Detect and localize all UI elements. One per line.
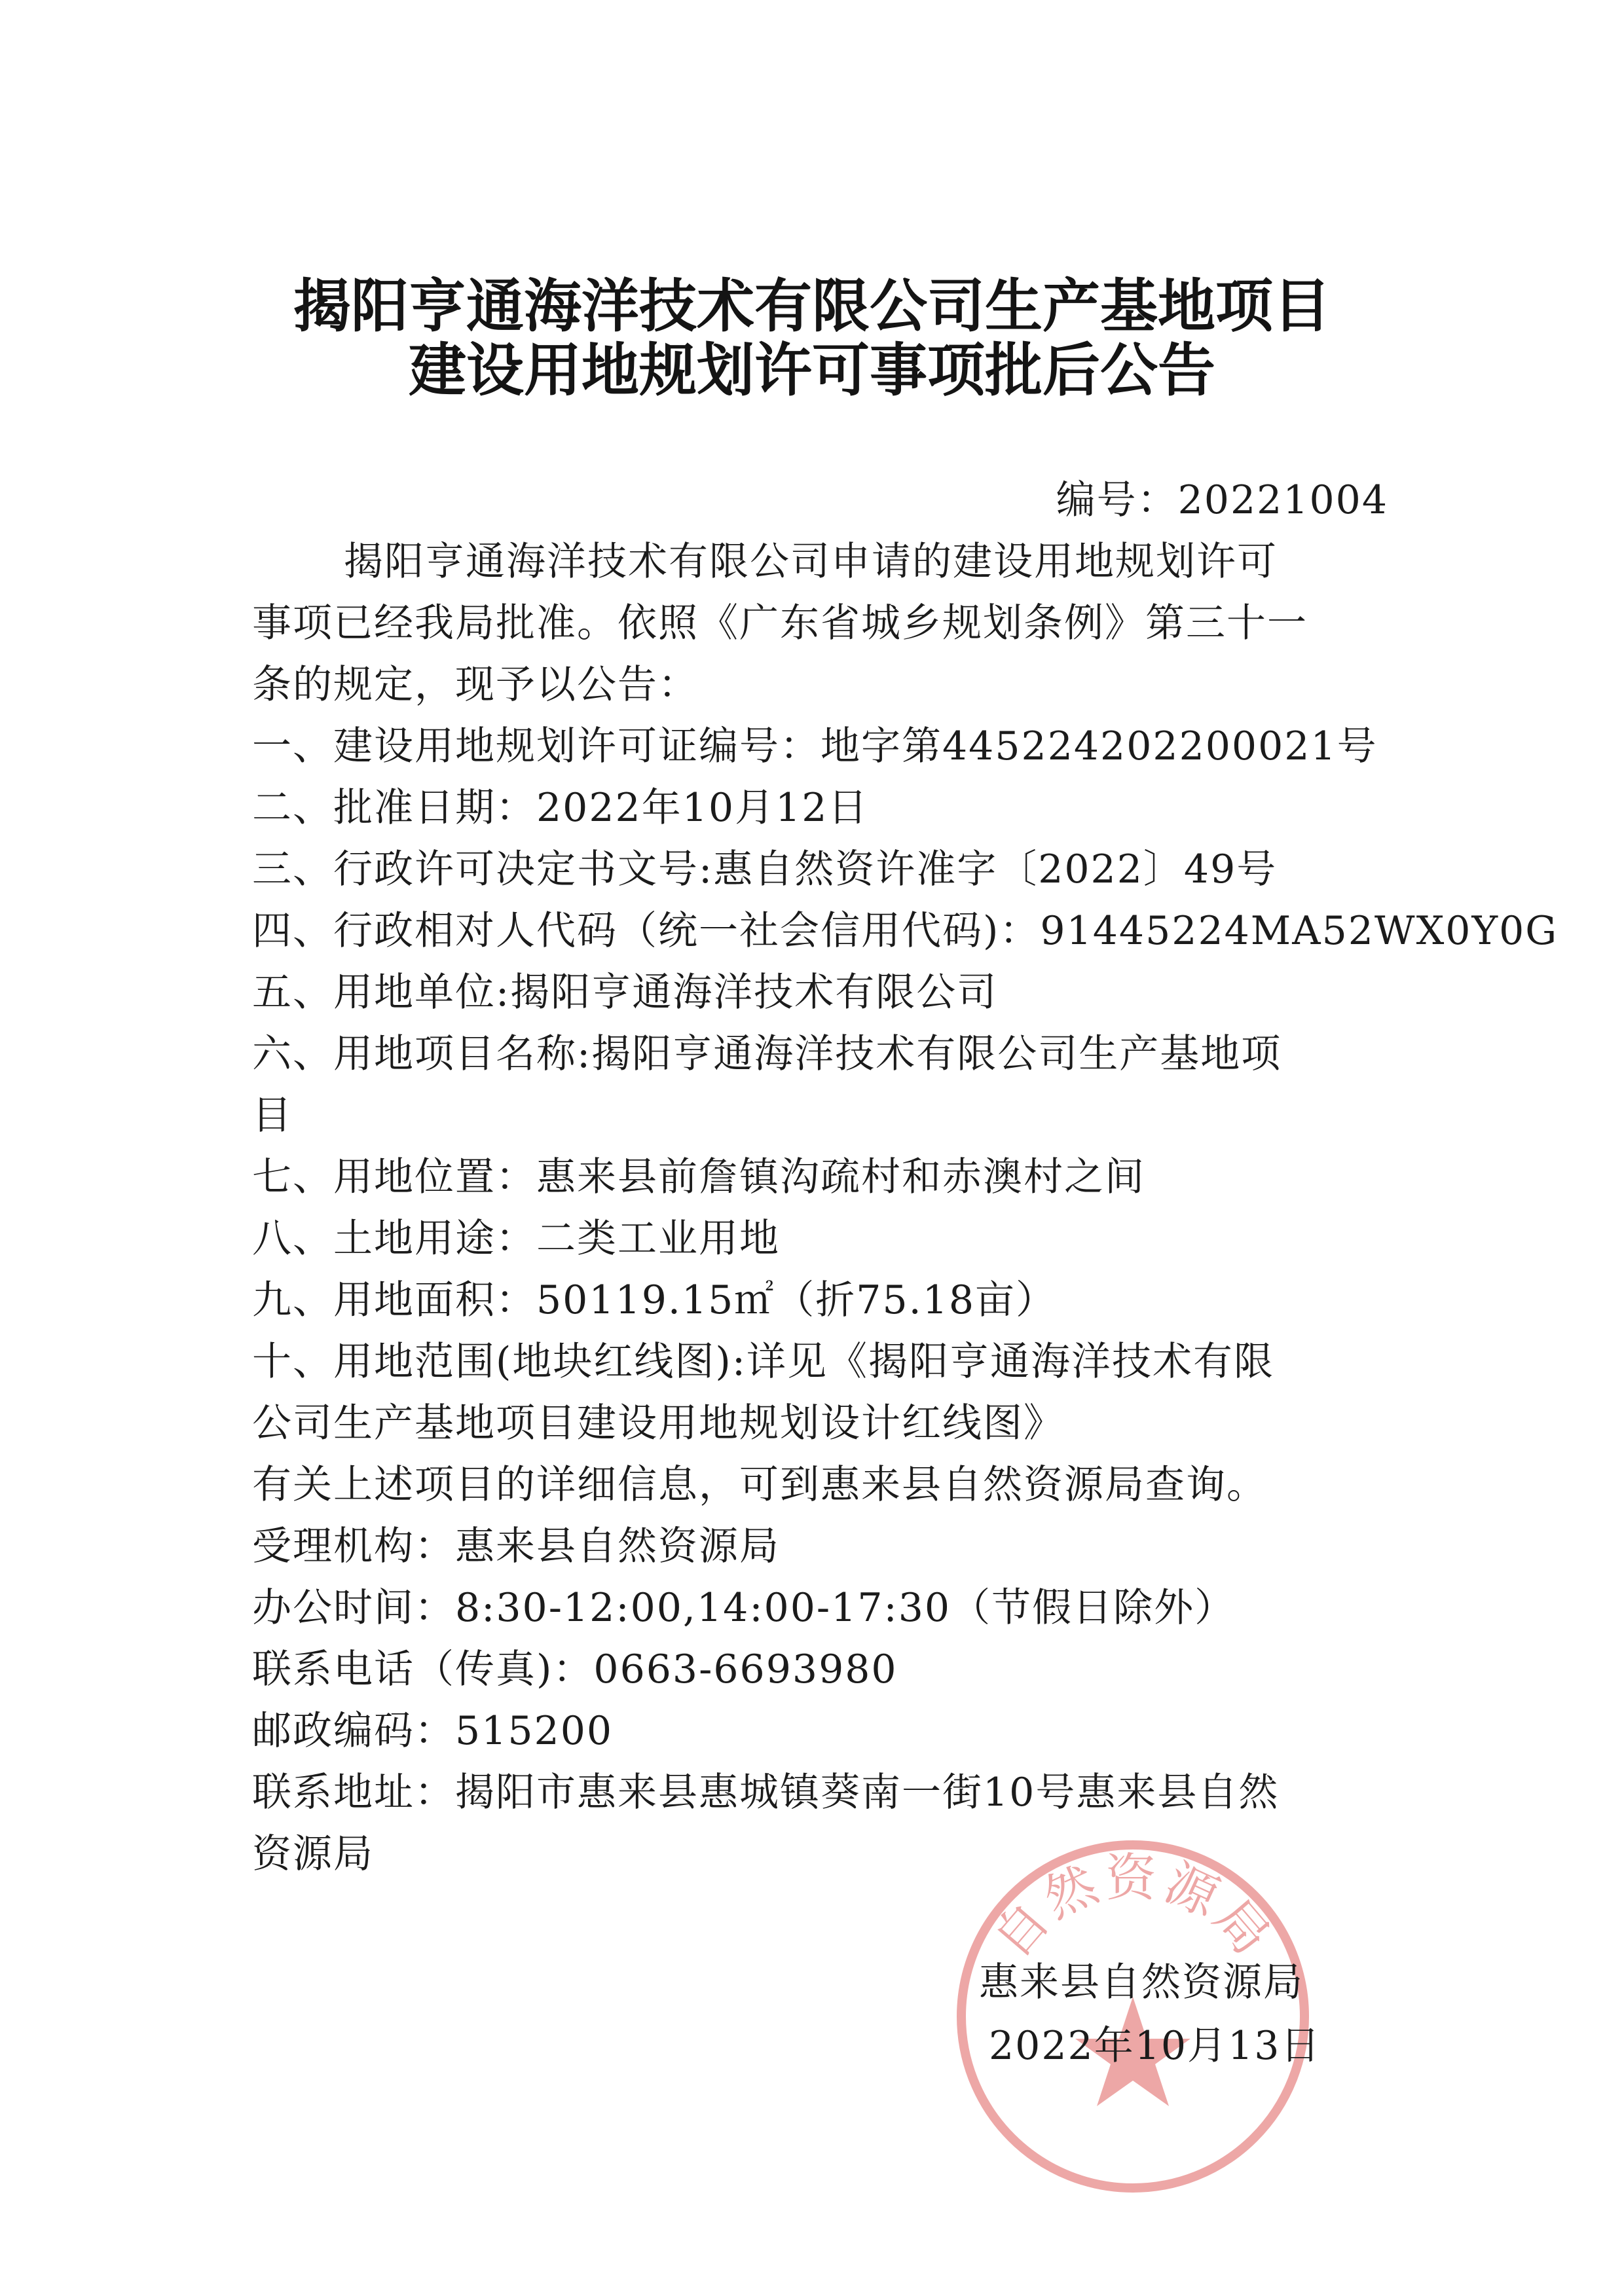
contact-address-cont: 资源局 bbox=[252, 1831, 374, 1877]
item-credit-code: 四、行政相对人代码（统一社会信用代码)：91445224MA52WX0Y0G bbox=[252, 908, 1559, 954]
item-location: 七、用地位置：惠来县前詹镇沟疏村和赤澳村之间 bbox=[252, 1154, 1145, 1200]
title-line-2: 建设用地规划许可事项批后公告 bbox=[408, 337, 1215, 404]
item-land-use: 八、土地用途：二类工业用地 bbox=[252, 1216, 780, 1262]
contact-address: 联系地址：揭阳市惠来县惠城镇葵南一街10号惠来县自然 bbox=[252, 1770, 1280, 1815]
item-decision-number: 三、行政许可决定书文号:惠自然资许准字〔2022〕49号 bbox=[252, 847, 1278, 892]
svg-text:自然资源局: 自然资源局 bbox=[982, 1849, 1283, 1969]
intro-line-1: 揭阳亨通海洋技术有限公司申请的建设用地规划许可 bbox=[344, 539, 1278, 585]
contact-postal-code: 邮政编码：515200 bbox=[252, 1708, 614, 1754]
item-project-name-cont: 目 bbox=[252, 1093, 293, 1139]
item-land-user: 五、用地单位:揭阳亨通海洋技术有限公司 bbox=[252, 970, 998, 1015]
contact-phone: 联系电话（传真)：0663-6693980 bbox=[252, 1647, 898, 1692]
document-number: 编号：20221004 bbox=[1056, 477, 1388, 523]
item-land-scope: 十、用地范围(地块红线图):详见《揭阳亨通海洋技术有限 bbox=[252, 1339, 1275, 1385]
item-permit-number: 一、建设用地规划许可证编号：地字第445224202200021号 bbox=[252, 723, 1378, 769]
contact-agency: 受理机构：惠来县自然资源局 bbox=[252, 1523, 780, 1569]
item-approval-date: 二、批准日期：2022年10月12日 bbox=[252, 785, 869, 831]
item-area: 九、用地面积：50119.15㎡（折75.18亩） bbox=[252, 1277, 1057, 1323]
signature-organization: 惠来县自然资源局 bbox=[979, 1959, 1304, 2005]
signature-date: 2022年10月13日 bbox=[989, 2023, 1321, 2069]
official-seal bbox=[950, 1833, 1316, 2200]
item-land-scope-cont: 公司生产基地项目建设用地规划设计红线图》 bbox=[252, 1400, 1064, 1446]
contact-office-hours: 办公时间：8:30-12:00,14:00-17:30（节假日除外） bbox=[252, 1585, 1236, 1631]
title-line-1: 揭阳亨通海洋技术有限公司生产基地项目 bbox=[293, 272, 1331, 340]
contact-inquiry: 有关上述项目的详细信息，可到惠来县自然资源局查询。 bbox=[252, 1462, 1267, 1508]
intro-line-2: 事项已经我局批准。依照《广东省城乡规划条例》第三十一 bbox=[252, 600, 1308, 646]
intro-line-3: 条的规定，现予以公告： bbox=[252, 662, 699, 708]
item-project-name: 六、用地项目名称:揭阳亨通海洋技术有限公司生产基地项 bbox=[252, 1031, 1282, 1077]
